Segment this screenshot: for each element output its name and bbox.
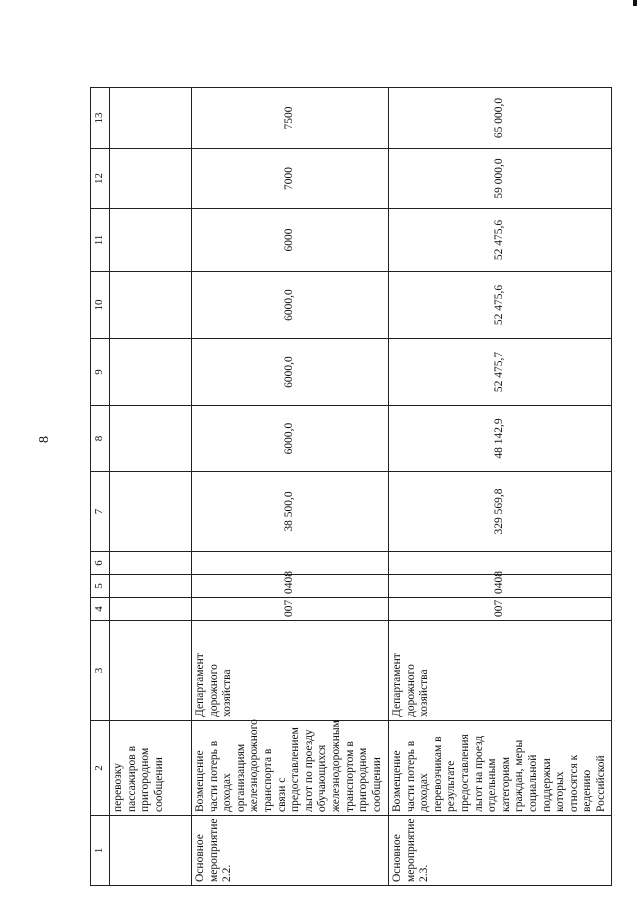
activity-code-cell: Основное мероприятие 2.2. — [192, 816, 389, 886]
csr-cell — [110, 552, 192, 575]
grbs-cell: 007 — [192, 598, 389, 621]
responsible-cell — [110, 621, 192, 721]
year-value-cell — [110, 339, 192, 406]
page-number: 8 — [37, 436, 52, 443]
year-value-cell: 6000,0 — [192, 406, 389, 472]
column-header: 12 — [91, 149, 110, 209]
header-row — [91, 88, 110, 886]
column-header: 1 — [91, 816, 110, 886]
activity-name-cell: Возмещение части потерь в доходах перевозчикам в результате предоставления льгот на проезд отдельным категориям граждан, меры социальной поддержки которых относятся к ведению Российской — [389, 721, 612, 816]
year-value-cell: 6000,0 — [192, 339, 389, 406]
year-value-cell: 59 000,0 — [389, 149, 612, 209]
year-value-cell — [110, 149, 192, 209]
year-value-cell: 52 475,6 — [389, 272, 612, 339]
year-value-cell — [110, 88, 192, 149]
column-header: 3 — [91, 621, 110, 721]
year-value-cell: 7500 — [192, 88, 389, 149]
rzpr-cell: 0408 — [192, 575, 389, 598]
activity-name-cell: перевозку пассажиров в пригородном сообщении — [110, 721, 192, 816]
responsible-cell: Департамент дорожного хозяйства — [389, 621, 612, 721]
column-header: 2 — [91, 721, 110, 816]
year-value-cell — [110, 209, 192, 272]
year-value-cell — [110, 406, 192, 472]
rotated-table-container — [90, 88, 607, 886]
total-cell — [110, 472, 192, 552]
year-value-cell — [110, 272, 192, 339]
rzpr-cell — [110, 575, 192, 598]
activity-code-cell — [110, 816, 192, 886]
scan-mark — [633, 0, 637, 6]
column-header: 8 — [91, 406, 110, 472]
year-value-cell: 52 475,6 — [389, 209, 612, 272]
column-header: 10 — [91, 272, 110, 339]
table-row-activity-2-3 — [389, 88, 612, 886]
column-header: 7 — [91, 472, 110, 552]
year-value-cell: 52 475,7 — [389, 339, 612, 406]
column-header: 4 — [91, 598, 110, 621]
rzpr-cell: 0408 — [389, 575, 612, 598]
column-header: 5 — [91, 575, 110, 598]
responsible-cell: Департамент дорожного хозяйства — [192, 621, 389, 721]
year-value-cell: 65 000,0 — [389, 88, 612, 149]
grbs-cell: 007 — [389, 598, 612, 621]
column-header: 13 — [91, 88, 110, 149]
program-activities-table — [90, 87, 612, 886]
table-row-continuation — [110, 88, 192, 886]
year-value-cell: 48 142,9 — [389, 406, 612, 472]
activity-name-cell: Возмещение части потерь в доходах организациям железнодорожного транспорта в связи с предоставлением льгот по проезду обучающихся железнодорожным транспортом в пригородном сообщении — [192, 721, 389, 816]
column-header: 9 — [91, 339, 110, 406]
year-value-cell: 7000 — [192, 149, 389, 209]
activity-code-cell: Основное мероприятие 2.3. — [389, 816, 612, 886]
column-header: 11 — [91, 209, 110, 272]
table-row-activity-2-2 — [192, 88, 389, 886]
total-cell: 329 569,8 — [389, 472, 612, 552]
column-header: 6 — [91, 552, 110, 575]
year-value-cell: 6000 — [192, 209, 389, 272]
total-cell: 38 500,0 — [192, 472, 389, 552]
grbs-cell — [110, 598, 192, 621]
year-value-cell: 6000,0 — [192, 272, 389, 339]
